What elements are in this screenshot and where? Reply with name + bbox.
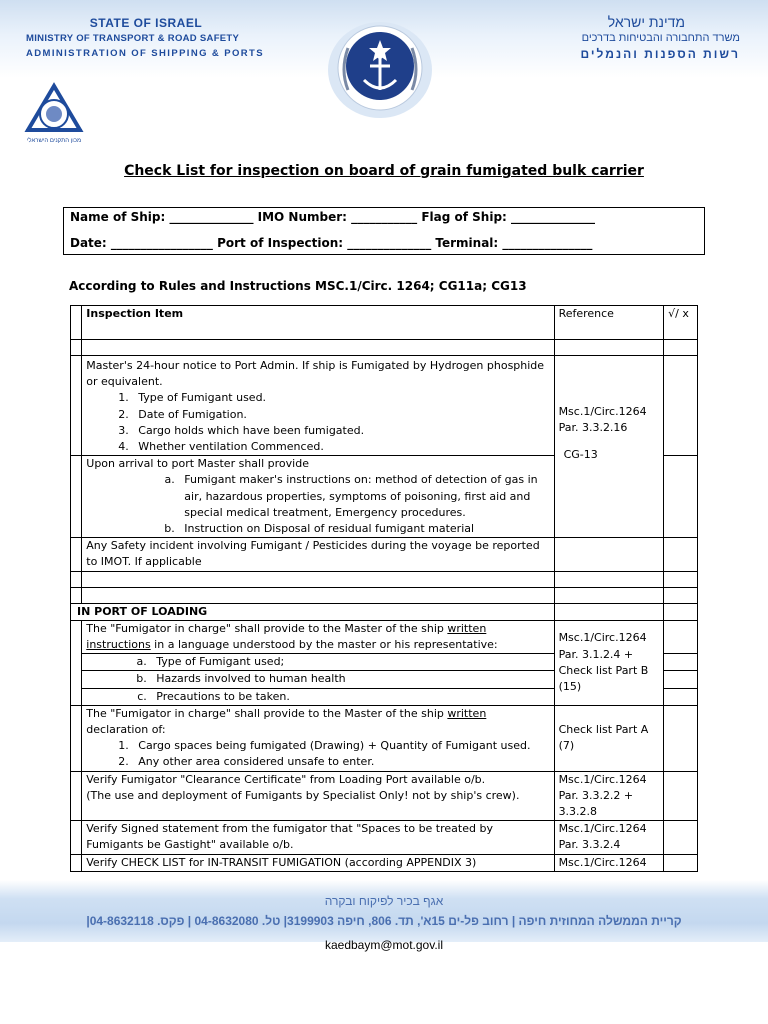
clearance-item: Verify Fumigator "Clearance Certificate" from Loading Port available o/b. (The use and deployment of Fumigants by Specialist Only! not by ship's crew). — [82, 771, 554, 821]
table-row — [71, 538, 698, 571]
ship-info-row-1: Name of Ship: ______________ IMO Number: ___________ Flag of Ship: ______________ — [70, 210, 596, 224]
section-in-port-of-loading: IN PORT OF LOADING — [71, 603, 555, 620]
list-item: 4. Whether ventilation Commenced. — [132, 439, 549, 455]
header-ministry: MINISTRY OF TRANSPORT & ROAD SAFETY — [26, 33, 240, 44]
incident-item: Any Safety incident involving Fumigant / Pesticides during the voyage be reported to IMOT. If applicable — [82, 538, 554, 571]
arrival-intro: Upon arrival to port Master shall provide — [86, 457, 309, 471]
ship-info-box — [63, 207, 705, 255]
check-cell[interactable] — [664, 538, 698, 571]
header-english — [26, 16, 266, 59]
document-title: Check List for inspection on board of grain fumigated bulk carrier — [124, 163, 644, 179]
written-instructions-reference: Msc.1/Circ.1264 Par. 3.1.2.4 + Check list Part B (15) — [554, 620, 664, 705]
check-cell[interactable] — [664, 620, 698, 653]
check-cell[interactable] — [664, 821, 698, 854]
table-row — [71, 705, 698, 771]
header-ministry-he: משרד התחבורה והבטיחות בדרכים — [581, 32, 740, 44]
header-state: STATE OF ISRAEL — [89, 16, 203, 30]
check-cell[interactable] — [664, 587, 698, 603]
list-item: a. Type of Fumigant used; — [150, 654, 549, 670]
anchor-emblem-icon — [326, 20, 434, 120]
list-item: c. Precautions to be taken. — [150, 689, 549, 705]
table-row — [71, 340, 698, 356]
declaration-reference: Check list Part A (7) — [554, 705, 664, 771]
footer-email[interactable]: kaedbaym@mot.gov.il — [324, 938, 443, 952]
list-item: 2. Any other area considered unsafe to enter. — [132, 754, 549, 770]
check-cell[interactable] — [664, 771, 698, 821]
check-cell[interactable] — [664, 456, 698, 538]
signed-statement-item: Verify Signed statement from the fumigator that "Spaces to be treated by Fumigants be Gastight" available o/b. — [82, 821, 554, 854]
section-row — [71, 603, 698, 620]
check-cell[interactable] — [664, 356, 698, 456]
table-row — [71, 571, 698, 587]
header-inspection-item: Inspection Item — [82, 306, 554, 340]
header-mark: √/ x — [664, 306, 698, 340]
header-administration: ADMINISTRATION OF SHIPPING & PORTS — [26, 48, 264, 59]
check-cell[interactable] — [664, 671, 698, 688]
ship-info-row-2: Date: _________________ Port of Inspection: ______________ Terminal: _______________ — [70, 236, 593, 250]
clearance-reference: Msc.1/Circ.1264 Par. 3.3.2.2 + 3.3.2.8 — [554, 771, 664, 821]
check-cell[interactable] — [664, 705, 698, 771]
list-item: b. Hazards involved to human health — [150, 671, 549, 687]
table-row — [71, 771, 698, 821]
list-item: 1. Cargo spaces being fumigated (Drawing) + Quantity of Fumigant used. — [132, 738, 549, 754]
logo-caption: מכון התקנים הישראלי — [26, 138, 82, 144]
header-state-he: מדינת ישראל — [607, 14, 685, 30]
table-row — [71, 854, 698, 871]
list-item: 2. Date of Fumigation. — [132, 407, 549, 423]
arrival-item — [82, 456, 554, 538]
check-cell[interactable] — [664, 688, 698, 705]
footer-department: אגף בכיר לפיקוח ובקרה — [324, 894, 444, 908]
in-transit-item: Verify CHECK LIST for IN-TRANSIT FUMIGATION (according APPENDIX 3) — [82, 854, 554, 871]
list-item: 1. Type of Fumigant used. — [132, 390, 549, 406]
table-header-row — [71, 306, 698, 340]
table-row — [71, 821, 698, 854]
notice-reference: Msc.1/Circ.1264 Par. 3.3.2.16 CG-13 — [554, 356, 664, 538]
header-administration-he: רשות הספנות והנמלים — [580, 47, 740, 61]
check-cell[interactable] — [664, 571, 698, 587]
footer-address: קריית הממשלה המחוזית חיפה | רחוב פל-ים 15א', תד. 806, חיפה 3199903| טל. 04-8632080 | פקס. 04-8632118| — [86, 914, 682, 928]
written-instructions-intro: The "Fumigator in charge" shall provide to the Master of the ship written instructions in a language understood by the master or his representative: — [82, 620, 554, 653]
table-row — [71, 356, 698, 456]
signed-statement-reference: Msc.1/Circ.1264 Par. 3.3.2.4 — [554, 821, 664, 854]
declaration-item: The "Fumigator in charge" shall provide to the Master of the ship written declaration of: 1. Cargo spaces being fumigated (Drawing) + Quantity of Fumigant used. 2. Any other area considered unsafe to enter. — [82, 705, 554, 771]
table-row — [71, 587, 698, 603]
in-transit-reference: Msc.1/Circ.1264 — [554, 854, 664, 871]
check-cell[interactable] — [664, 854, 698, 871]
cg13-reference: CG-13 — [563, 448, 598, 462]
header-hebrew — [480, 14, 740, 61]
list-item: b. Instruction on Disposal of residual fumigant material — [178, 521, 549, 537]
check-cell[interactable] — [664, 654, 698, 671]
notice-item — [82, 356, 554, 456]
check-cell[interactable] — [664, 340, 698, 356]
inspection-checklist-table — [70, 305, 698, 872]
footer-band — [0, 880, 768, 942]
list-item: a. Fumigant maker's instructions on: method of detection of gas in air, hazardous properties, symptoms of poisoning, first aid and special medical treatment, Emergency procedures. — [178, 472, 549, 521]
notice-intro: Master's 24-hour notice to Port Admin. If ship is Fumigated by Hydrogen phosphide or equivalent. — [86, 359, 545, 389]
list-item: 3. Cargo holds which have been fumigated. — [132, 423, 549, 439]
rules-reference-line: According to Rules and Instructions MSC.1/Circ. 1264; CG11a; CG13 — [69, 279, 527, 293]
header-reference: Reference — [554, 306, 664, 340]
table-row — [71, 620, 698, 653]
